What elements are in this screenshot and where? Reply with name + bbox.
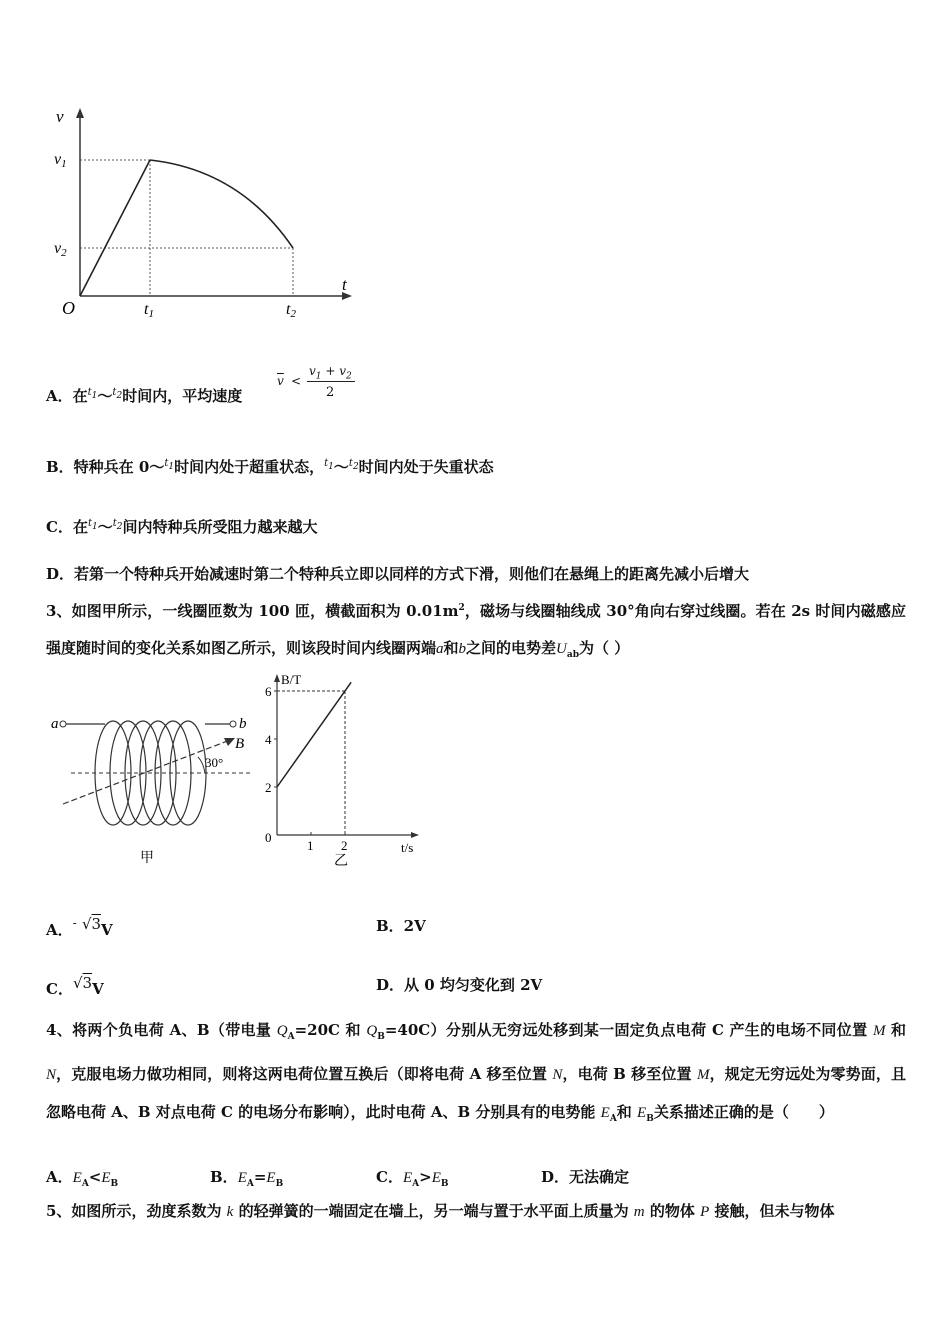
vt-graph (40, 100, 370, 330)
q4-option-d: D．无法确定 (541, 1168, 630, 1186)
q2-a-formula: $\overline{v}$ < $v_1 + v_2$ 2 (277, 362, 367, 406)
vt-y-arrow (76, 108, 84, 118)
q4-option-c: C．$E_A>E_B$ (376, 1168, 449, 1189)
vt-decel-curve (150, 160, 293, 248)
terminal-a (60, 721, 66, 727)
bt-ytick-label-2: 2 (265, 780, 272, 795)
q3-stem: 3、如图甲所示，一线圈匝数为 100 匝，横截面积为 $0.01m^2$，磁场与线圈轴线成 30°角向右穿过线圈。若在 2s 时间内磁感应强度随时间的变化关系如图乙所示，则该段时间内线圈两端a和b之间的电势差$U_{ab}$为（ ） (46, 602, 906, 660)
bt-x-label: t/s (401, 840, 414, 855)
q3-option-c: C．√3V (46, 974, 104, 998)
q4-stem: 4、将两个负电荷 A、B（带电量 $Q_A=20C$ 和 $Q_B=40C$）分别从无穷远处移到某一固定负点电荷 C 产生的电场不同位置 M 和 N，克服电场力做功相同，则将这两电荷位置互换后（即将电荷 A 移至位置 N，电荷 B 移至位置 M，规定无穷远处为零势面，且忽略电荷 A、B 对点电荷 C 的电场分布影响），此时电荷 A、B 分别具有的电势能 $E_A$和 $E_B$关系描述正确的是（ ） (46, 1021, 907, 1124)
q3-option-b: B．2V (376, 917, 426, 935)
q4-option-a: A．$E_A<E_B$ (46, 1168, 119, 1189)
coil-caption: 甲 (140, 851, 154, 866)
q3-option-d: D．从 0 均匀变化到 2V (376, 976, 543, 994)
bt-xtick-label-2: 2 (341, 838, 348, 853)
q2-option-a: A．在$^{t_1}$～$^{t_2}$时间内，平均速度 (46, 387, 243, 405)
coil-angle-label: 30° (205, 755, 224, 770)
q2-option-d: D．若第一个特种兵开始减速时第二个特种兵立即以同样的方式下滑，则他们在悬绳上的距离先减小后增大 (46, 565, 750, 583)
bt-x-arrow (411, 832, 419, 838)
vt-t2-label: t2 (286, 301, 296, 320)
vt-accel-segment (80, 160, 150, 296)
bt-chart (255, 670, 430, 870)
bt-ytick-label-6: 6 (265, 684, 272, 699)
bt-xtick-label-1: 1 (307, 838, 314, 853)
vt-x-label: t (342, 275, 347, 294)
angle-arc (198, 757, 205, 773)
vt-v1-label: v1 (54, 151, 67, 170)
q3-option-a: A．- √3V (46, 915, 113, 939)
vt-y-label: v (56, 107, 64, 126)
vt-v2-label: v2 (54, 240, 67, 259)
q2-option-b: B．特种兵在 0～$^{t_1}$时间内处于超重状态，$^{t_1}$～$^{t_2}$时间内处于失重状态 (46, 458, 494, 476)
coil-figure (45, 700, 260, 870)
q4-option-b: B．$E_A=E_B$ (210, 1168, 284, 1189)
q5-stem: 5、如图所示，劲度系数为 k 的轻弹簧的一端固定在墙上，另一端与置于水平面上质量为 m 的物体 P 接触，但未与物体 (46, 1202, 835, 1220)
q2-option-c: C．在$^{t_1}$～$^{t_2}$间内特种兵所受阻力越来越大 (46, 518, 318, 536)
coil-label-a: a (51, 716, 59, 732)
vt-origin: O (62, 298, 75, 318)
bt-series-line (277, 682, 351, 787)
coil-label-b: b (239, 716, 247, 732)
bt-origin: 0 (265, 830, 272, 845)
bt-y-label: B/T (281, 672, 302, 687)
bt-y-arrow (274, 674, 280, 682)
coil-label-B: B (235, 736, 245, 752)
bt-caption: 乙 (334, 854, 348, 869)
bt-ytick-label-4: 4 (265, 732, 272, 747)
terminal-b (230, 721, 236, 727)
vt-t1-label: t1 (144, 301, 154, 320)
